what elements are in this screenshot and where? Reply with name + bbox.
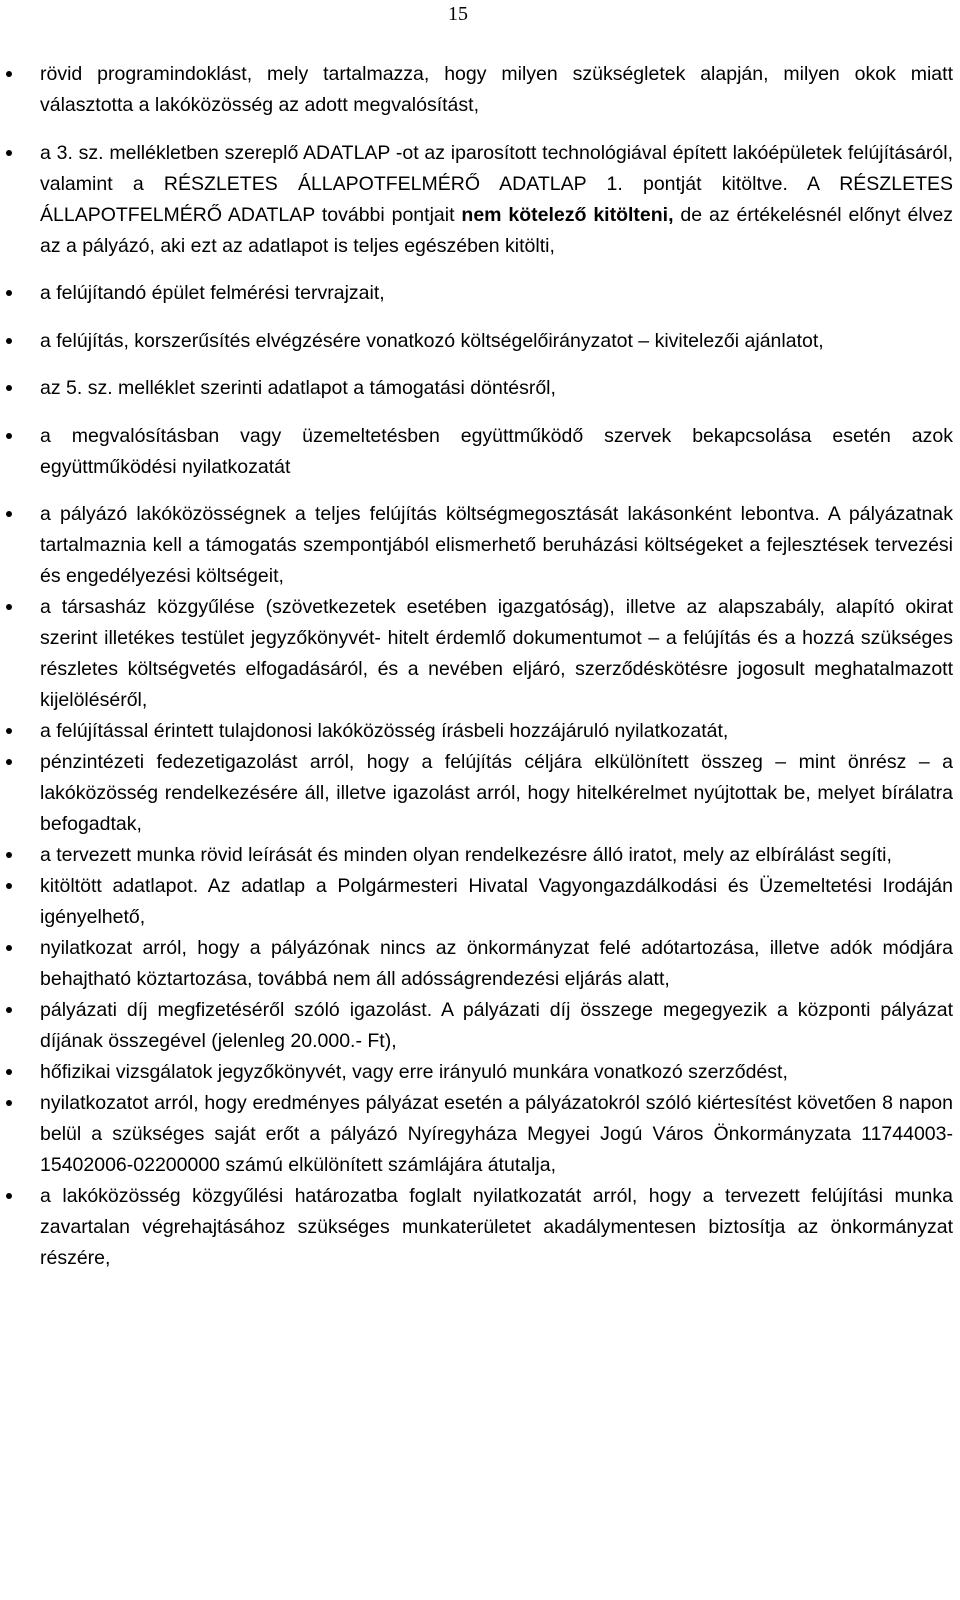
bullet-icon <box>6 1100 12 1106</box>
list-item-text: a felújítással érintett tulajdonosi lakóközösség írásbeli hozzájáruló nyilatkozatát, <box>40 720 729 742</box>
list-item-text: nyilatkozatot arról, hogy eredményes pályázat esetén a pályázatokról szóló kiértesítést követően 8 napon belül a szükséges saját erőt a pályázó Nyíregyháza Megyei Jogú Város Önkormányzata 11744003-15402006-02200000 számú elkülönített számlájára átutalja, <box>40 1092 953 1176</box>
bullet-icon <box>6 604 12 610</box>
list-item-text: a 3. sz. mellékletben szereplő ADATLAP -ot az iparosított technológiával épített lakóépületek felújításáról, valamint a RÉSZLETES ÁLLAPOTFELMÉRŐ ADATLAP 1. pontját kitöltve. A RÉSZLETES ÁLLAPOTFELMÉRŐ ADATLAP további pontjait <box>40 141 953 226</box>
bullet-icon <box>6 338 12 344</box>
list-item-text: hőfizikai vizsgálatok jegyzőkönyvét, vagy erre irányuló munkára vonatkozó szerződést, <box>40 1061 788 1083</box>
list-item-text: a felújítandó épület felmérési tervrajzait, <box>40 282 385 304</box>
list-item-text: a társasház közgyűlése (szövetkezetek esetében igazgatóság), illetve az alapszabály, alapító okirat szerint illetékes testület jegyzőkönyvét- hitelt érdemlő dokumentumot – a felújítás és a hozzá szükséges részletes költségvetés elfogadásáról, és a nevében eljáró, szerződéskötésre jogosult meghatalmazott kijelöléséről, <box>40 596 953 711</box>
list-item-text-continued: de az értékelésnél előnyt élvez az a pályázó, aki ezt az adatlapot is teljes egészében kitölti, <box>40 203 953 257</box>
requirements-list <box>0 59 960 1274</box>
bullet-icon <box>6 852 12 858</box>
bullet-icon <box>6 290 12 296</box>
list-item-text: nyilatkozat arról, hogy a pályázónak nincs az önkormányzat felé adótartozása, illetve adók módjára behajtható köztartozása, továbbá nem áll adósságrendezési eljárás alatt, <box>40 937 953 990</box>
bullet-icon <box>6 433 12 439</box>
bullet-icon <box>6 759 12 765</box>
list-item <box>0 592 960 716</box>
list-item <box>0 278 960 309</box>
list-item <box>0 499 960 592</box>
list-item-text: a felújítás, korszerűsítés elvégzésére vonatkozó költségelőirányzatot – kivitelezői ajánlatot, <box>40 329 824 352</box>
bullet-icon <box>6 883 12 889</box>
list-item-text: a lakóközösség közgyűlési határozatba foglalt nyilatkozatát arról, hogy a tervezett felújítási munka zavartalan végrehajtásához szükséges munkaterületet akadálymentesen biztosítja az önkormányzat részére, <box>40 1185 953 1269</box>
bullet-icon <box>6 1193 12 1199</box>
bullet-icon <box>6 945 12 951</box>
list-item <box>0 840 960 871</box>
list-item <box>0 59 960 121</box>
bullet-icon <box>6 150 12 156</box>
list-item <box>0 1181 960 1274</box>
list-item <box>0 373 960 404</box>
list-item-emphasis: nem kötelező kitölteni, <box>461 203 674 226</box>
bullet-icon <box>6 385 12 391</box>
list-item <box>0 995 960 1057</box>
list-item <box>0 871 960 933</box>
list-item-text: rövid programindoklást, mely tartalmazza, hogy milyen szükségletek alapján, milyen okok miatt választotta a lakóközösség az adott megvalósítást, <box>40 63 953 116</box>
list-item <box>0 1057 960 1088</box>
list-item-text: a tervezett munka rövid leírását és minden olyan rendelkezésre álló iratot, mely az elbírálást segíti, <box>40 844 892 866</box>
bullet-icon <box>6 511 12 517</box>
list-item <box>0 421 960 483</box>
list-item-text: kitöltött adatlapot. Az adatlap a Polgármesteri Hivatal Vagyongazdálkodási és Üzemeltetési Irodáján igényelhető, <box>40 875 953 928</box>
list-item <box>0 933 960 995</box>
list-item <box>0 716 960 747</box>
list-item <box>0 1088 960 1181</box>
list-item-text: pénzintézeti fedezetigazolást arról, hogy a felújítás céljára elkülönített összeg – mint önrész – a lakóközösség rendelkezésére áll, illetve igazolást arról, hogy hitelkérelmet nyújtottak be, melyet bírálatra befogadtak, <box>40 751 953 835</box>
list-item-text: pályázati díj megfizetéséről szóló igazolást. A pályázati díj összege megegyezik a központi pályázat díjának összegével (jelenleg 20.000.- Ft), <box>40 999 953 1052</box>
list-item <box>0 138 960 262</box>
list-item <box>0 747 960 840</box>
page-number: 15 <box>448 3 468 25</box>
bullet-icon <box>6 71 12 77</box>
list-item-text: az 5. sz. melléklet szerinti adatlapot a támogatási döntésről, <box>40 377 556 399</box>
list-item-text: a pályázó lakóközösségnek a teljes felújítás költségmegosztását lakásonként lebontva. A pályázatnak tartalmaznia kell a támogatás szempontjából elismerhető beruházási költségeket a fejlesztések tervezési és engedélyezési költségeit, <box>40 503 953 587</box>
bullet-icon <box>6 1069 12 1075</box>
list-item <box>0 326 960 357</box>
bullet-icon <box>6 1007 12 1013</box>
list-item-text: a megvalósításban vagy üzemeltetésben együttműködő szervek bekapcsolása esetén azok együttműködési nyilatkozatát <box>40 424 953 478</box>
bullet-icon <box>6 728 12 734</box>
